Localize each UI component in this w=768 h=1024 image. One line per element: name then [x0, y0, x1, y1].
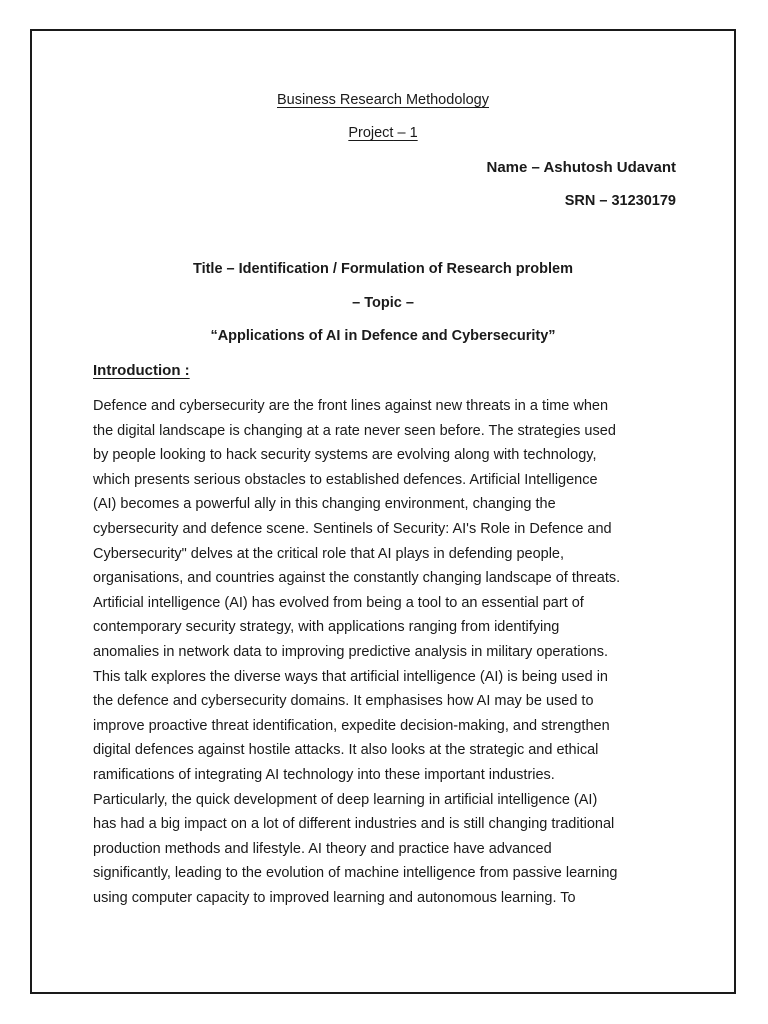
body-line: the digital landscape is changing at a rate never seen before. The strategies used — [93, 422, 616, 439]
body-line: by people looking to hack security systems are evolving along with technology, — [93, 447, 597, 464]
body-line: has had a big impact on a lot of different industries and is still changing traditional — [93, 816, 615, 833]
course-title-line — [30, 92, 736, 108]
course-title: Business Research Methodology — [277, 92, 489, 108]
author-srn: SRN – 31230179 — [564, 193, 676, 209]
body-line: using computer capacity to improved learning and autonomous learning. To — [93, 889, 576, 906]
body-line: production methods and lifestyle. AI theory and practice have advanced — [93, 840, 552, 857]
body-line: Particularly, the quick development of deep learning in artificial intelligence (AI) — [93, 791, 598, 808]
body-line: the defence and cybersecurity domains. It emphasises how AI may be used to — [93, 693, 594, 710]
body-line: Cybersecurity" delves at the critical role that AI plays in defending people, — [93, 545, 565, 562]
body-line: (AI) becomes a powerful ally in this changing environment, changing the — [93, 496, 556, 513]
project-number: – 1 — [397, 125, 418, 141]
body-line: contemporary security strategy, with applications ranging from identifying — [93, 619, 560, 636]
body-line: anomalies in network data to improving predictive analysis in military operations. — [93, 643, 608, 660]
topic-heading: – Topic – — [352, 295, 414, 311]
body-line: digital defences against hostile attacks. It also looks at the strategic and ethical — [93, 742, 599, 759]
body-line: significantly, leading to the evolution of machine intelligence from passive learning — [93, 865, 618, 882]
introduction-body — [93, 394, 693, 910]
author-name: Name – Ashutosh Udavant — [486, 159, 676, 176]
body-line: cybersecurity and defence scene. Sentinels of Security: AI's Role in Defence and — [93, 520, 612, 537]
project-heading — [348, 125, 417, 141]
body-line: organisations, and countries against the constantly changing landscape of threats. — [93, 570, 621, 587]
body-line: which presents serious obstacles to established defences. Artificial Intelligence — [93, 471, 598, 488]
topic-name: “Applications of AI in Defence and Cybersecurity” — [210, 328, 556, 344]
body-line: improve proactive threat identification, expedite decision-making, and strengthen — [93, 717, 610, 734]
body-line: ramifications of integrating AI technology into these important industries. — [93, 766, 555, 783]
document-title: Title – Identification / Formulation of Research problem — [192, 261, 573, 277]
body-line: Defence and cybersecurity are the front lines against new threats in a time when — [93, 398, 609, 414]
project-line — [30, 125, 736, 141]
project-label: Project — [348, 125, 394, 141]
introduction-heading: Introduction : — [93, 362, 190, 379]
body-line: Artificial intelligence (AI) has evolved from being a tool to an essential part of — [93, 594, 584, 611]
body-line: This talk explores the diverse ways that artificial intelligence (AI) is being used in — [93, 668, 608, 685]
